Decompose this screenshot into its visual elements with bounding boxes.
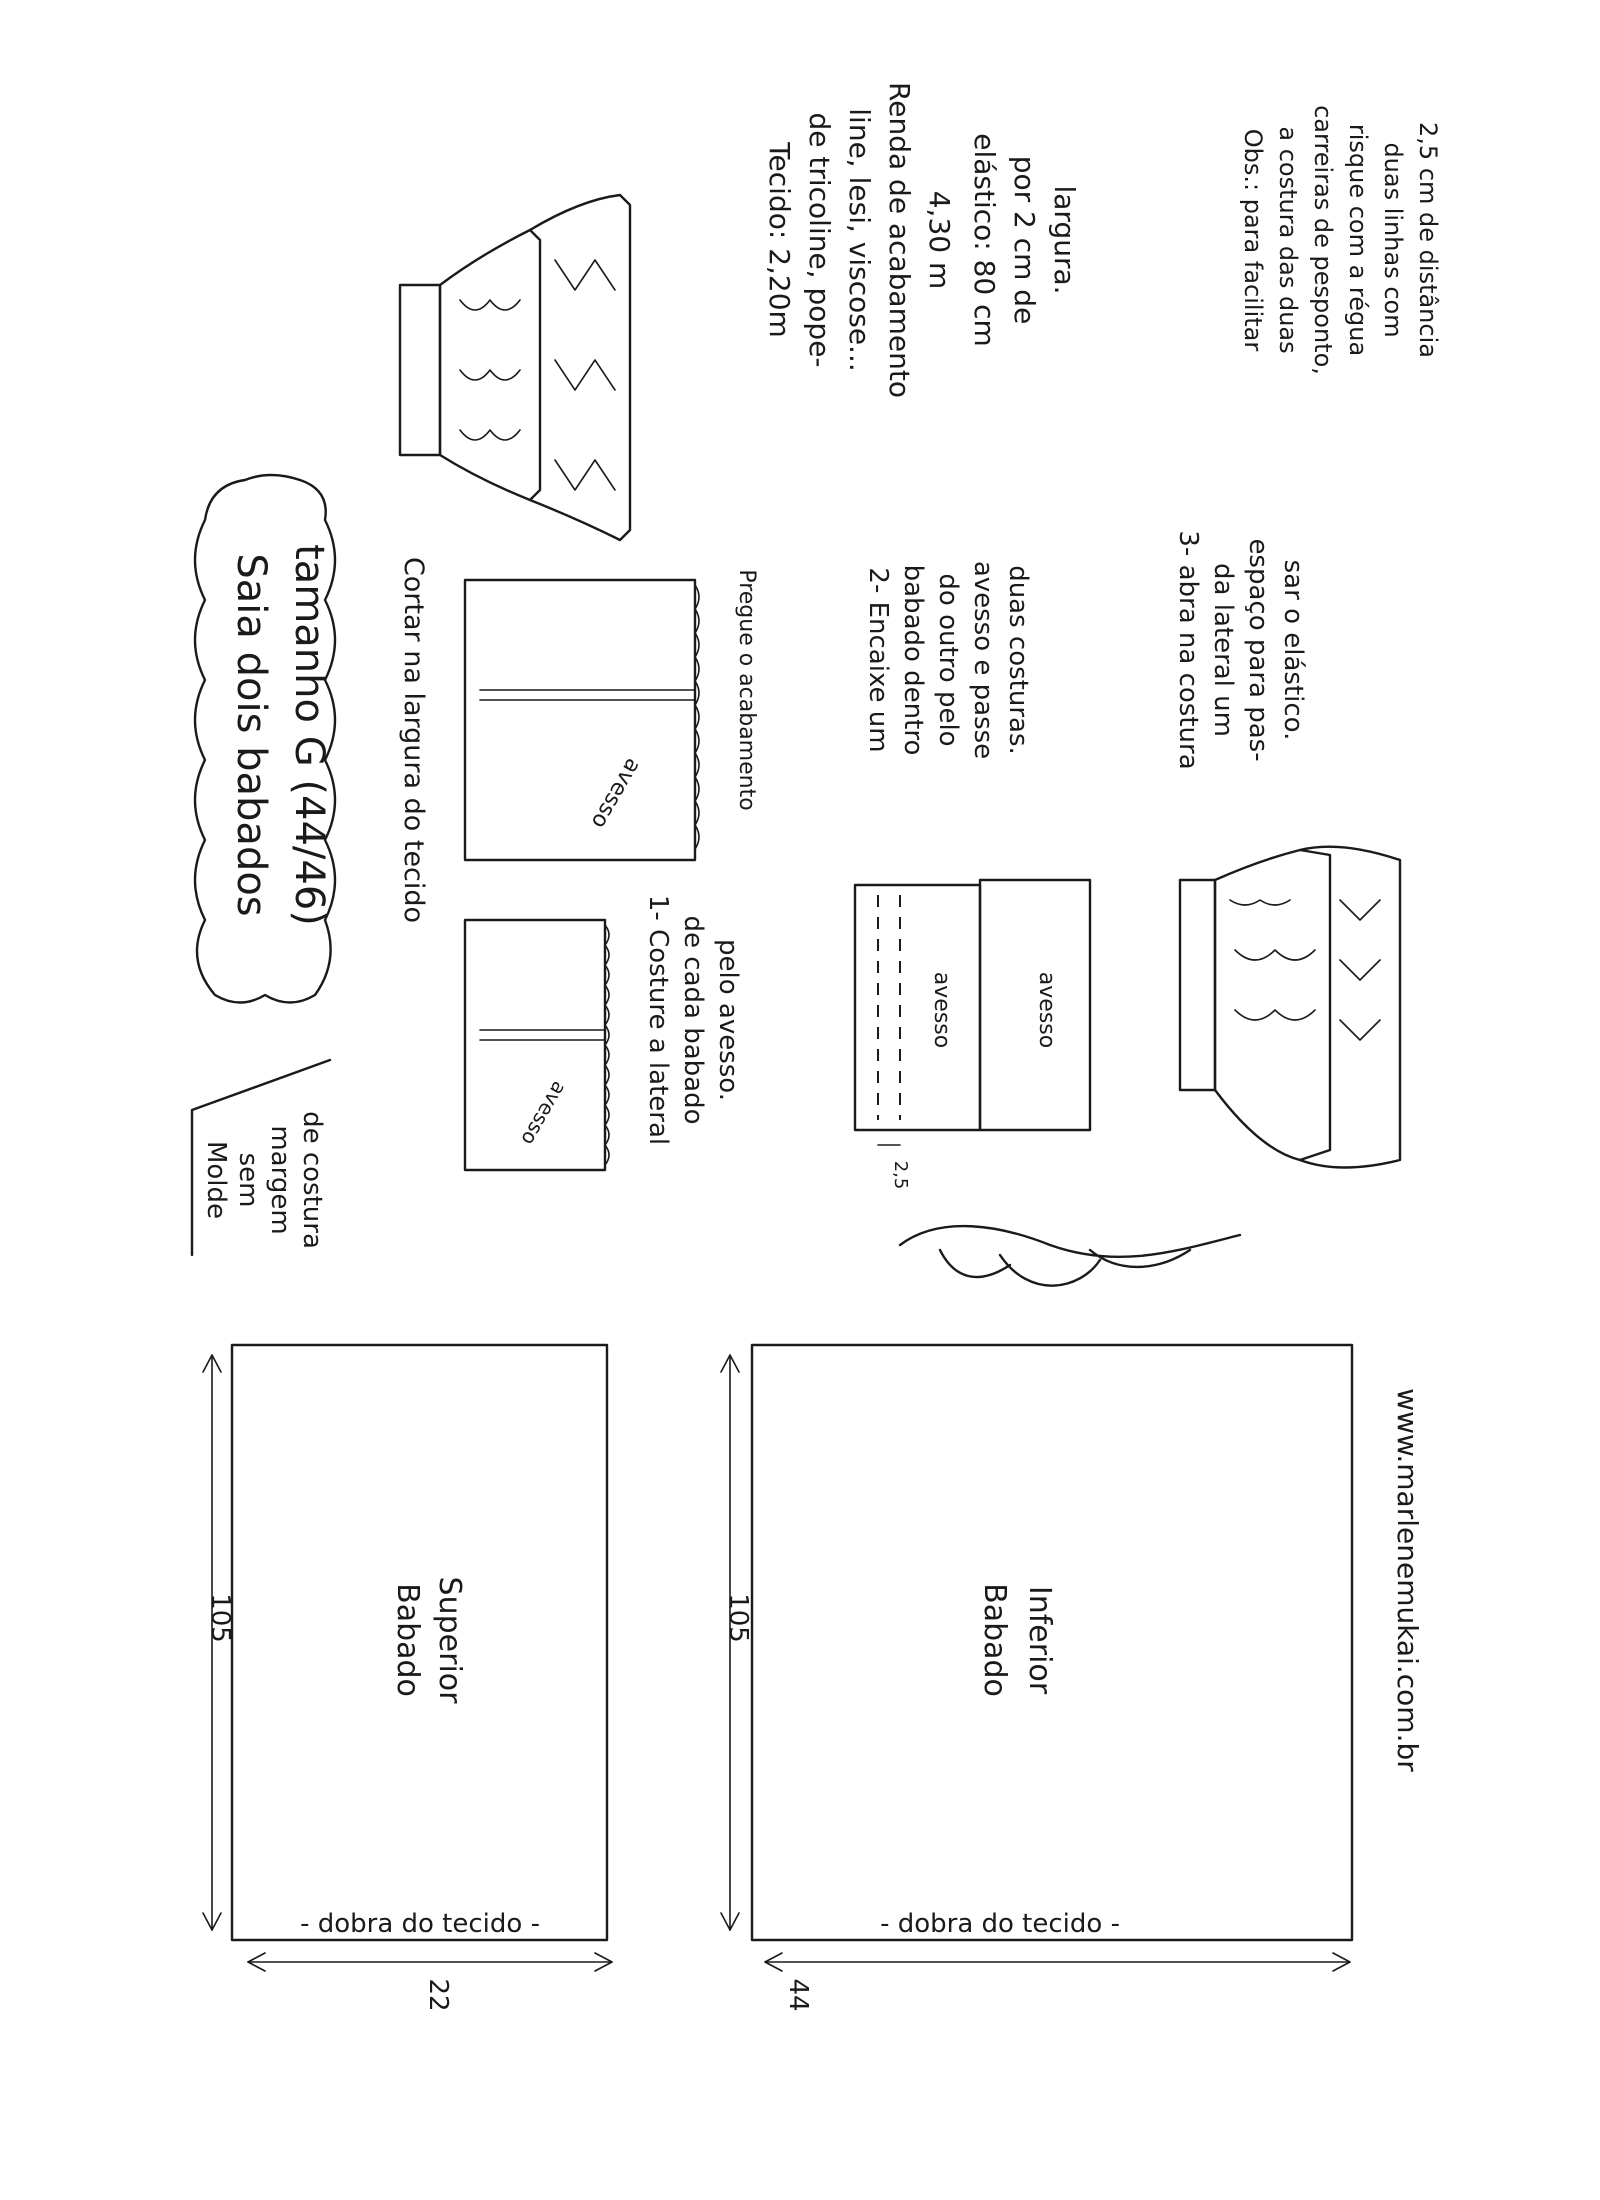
- obs-line5: duas linhas com: [1379, 142, 1407, 338]
- step3-line2: da lateral um: [1208, 563, 1238, 737]
- length-label-superior: 105: [205, 1593, 235, 1643]
- fold-label-superior: - dobra do tecido -: [300, 1909, 540, 1939]
- step1-line2: de cada babado: [678, 915, 708, 1125]
- length-label-inferior: 105: [723, 1593, 753, 1643]
- step3-line1: 3- abra na costura: [1173, 530, 1203, 770]
- materials-line7: por 2 cm de: [1008, 155, 1041, 325]
- obs-line6: 2,5 cm de distância: [1414, 122, 1442, 358]
- obs-line3: carreiras de pesponto,: [1309, 105, 1337, 375]
- materials-line8: largura.: [1048, 185, 1081, 295]
- materials-line3: line, lesi, viscose...: [843, 108, 876, 372]
- molde-note-line2: sem: [233, 1152, 263, 1208]
- materials-line6: elástico: 80 cm: [968, 133, 1001, 347]
- obs-note: [1239, 105, 1442, 375]
- skirt-waistband: [400, 285, 440, 455]
- step2-line3: do outro pelo: [933, 573, 963, 747]
- materials-list: [763, 82, 1081, 398]
- step1-large-tube: [465, 580, 695, 860]
- step2-outer-tube: [855, 885, 980, 1130]
- title-cloud: [195, 475, 335, 1003]
- step1-small-tube-label: avesso: [516, 1077, 572, 1150]
- piece-name-superior-1: Babado: [390, 1583, 425, 1697]
- step3-waistband: [1180, 880, 1215, 1090]
- title-line1: Saia dois babados: [228, 553, 274, 917]
- step3-upper-ruffle: [1215, 850, 1330, 1160]
- pattern-piece-babado-inferior: [721, 1345, 1352, 2012]
- step2-line2: babado dentro: [898, 564, 928, 756]
- materials-line4: Renda de acabamento: [883, 82, 916, 398]
- obs-line1: Obs.: para facilitar: [1239, 128, 1267, 352]
- designer-signature: [900, 1226, 1240, 1286]
- piece-name-inferior-1: Babado: [977, 1583, 1012, 1697]
- step3-lower-ruffle: [1300, 847, 1400, 1168]
- step3-line4: sar o elástico.: [1278, 559, 1308, 741]
- step1-line1: 1- Costure a lateral: [643, 894, 673, 1146]
- width-label-superior: 22: [423, 1978, 453, 2012]
- step1-line3: pelo avesso.: [713, 938, 743, 1102]
- obs-line2: a costura das duas: [1274, 126, 1302, 354]
- step2-outer-label: avesso: [929, 971, 954, 1049]
- molde-note-line3: margem: [265, 1125, 295, 1235]
- piece-name-inferior-2: Inferior: [1022, 1585, 1057, 1695]
- molde-note-line4: de costura: [297, 1111, 327, 1249]
- title-line2: tamanho G (44/46): [286, 544, 332, 926]
- step3-diagram: [1180, 847, 1400, 1168]
- step2-line4: avesso e passe: [968, 560, 998, 760]
- gap-label: 2,5: [890, 1160, 911, 1190]
- step2-inner-label: avesso: [1034, 971, 1059, 1049]
- materials-line5: 4,30 m: [923, 190, 956, 290]
- width-label-inferior: 44: [783, 1978, 813, 2012]
- materials-line2: de tricoline, pope-: [803, 112, 836, 368]
- step3-line3: espaço para pas-: [1243, 538, 1273, 762]
- fold-label-inferior: - dobra do tecido -: [880, 1909, 1120, 1939]
- molde-note: [192, 1060, 330, 1255]
- website-url: www.marlenemukai.com.br: [1391, 1388, 1424, 1772]
- materials-line1: Tecido: 2,20m: [763, 142, 796, 338]
- step2-diagram: [855, 880, 1090, 1189]
- pattern-piece-babado-superior: [203, 1345, 612, 2012]
- step2-line5: duas costuras.: [1003, 565, 1033, 755]
- piece-name-superior-2: Superior: [432, 1576, 467, 1704]
- finished-skirt-illustration: [400, 195, 630, 540]
- cut-note: Cortar na largura do tecido: [398, 556, 429, 924]
- molde-note-line1: Molde: [201, 1140, 231, 1220]
- pregue-note: Pregue o acabamento: [734, 569, 759, 811]
- step1-large-tube-label: avesso: [585, 753, 646, 833]
- skirt-lower-ruffle: [530, 195, 630, 540]
- step2-line1: 2- Encaixe um: [863, 567, 893, 753]
- skirt-upper-ruffle: [440, 230, 540, 500]
- obs-line4: risque com a régua: [1344, 123, 1372, 357]
